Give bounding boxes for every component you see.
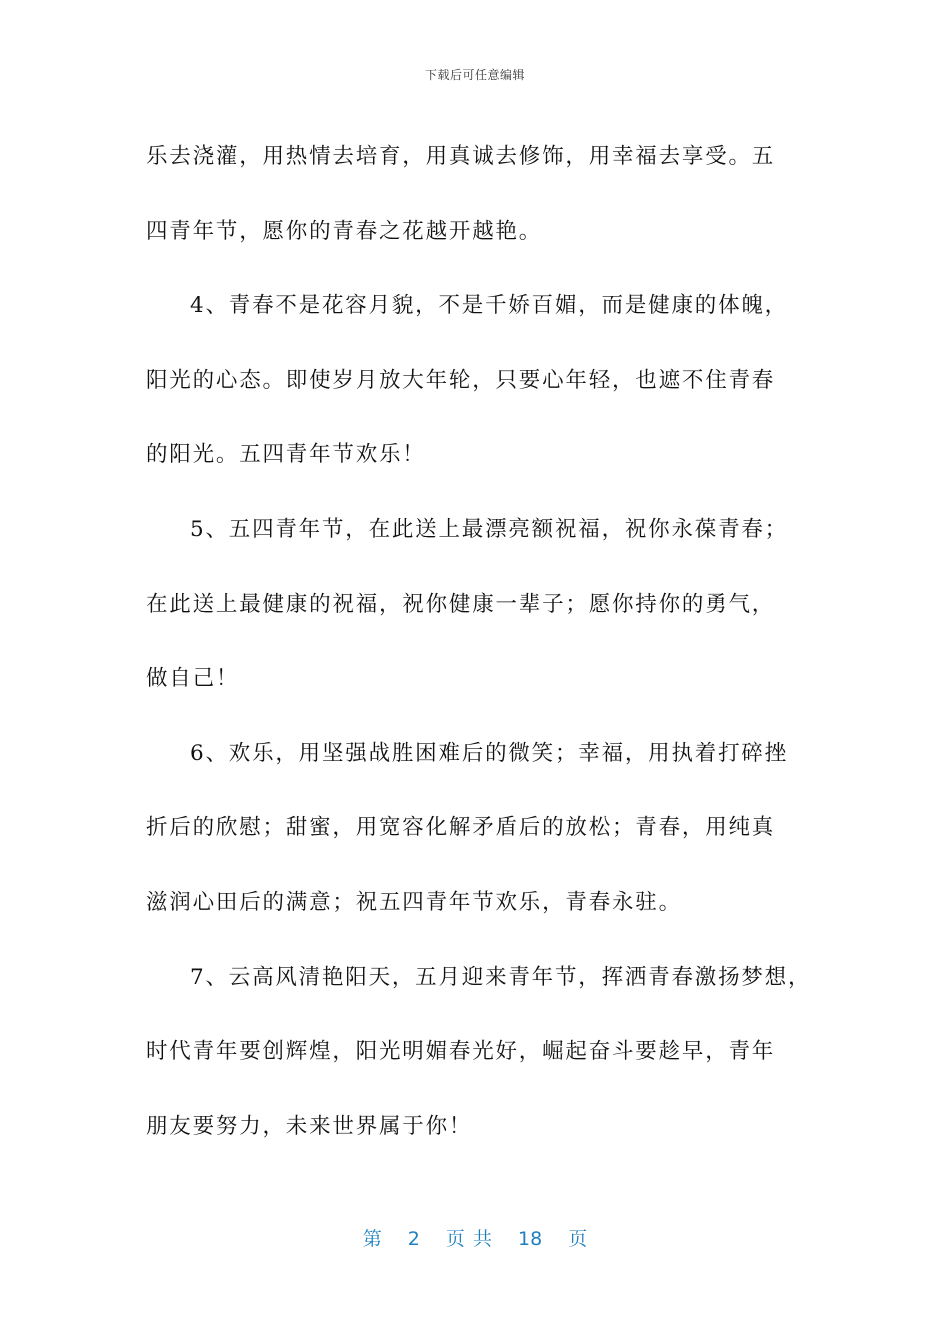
paragraph-2 [146, 269, 806, 493]
paragraph-5 [146, 941, 812, 1165]
text-line: 阳光的心态。即使岁月放大年轮，只要心年轻，也遮不住青春 [146, 367, 776, 393]
text-line: 7、云高风清艳阳天，五月迎来青年节，挥洒青春激扬梦想， [190, 964, 812, 990]
paragraph-4 [146, 717, 806, 941]
text-line: 5、五四青年节，在此送上最漂亮额祝福，祝你永葆青春； [190, 516, 788, 542]
paragraph-3 [146, 493, 806, 717]
text-line: 做自己！ [146, 666, 240, 692]
text-line: 时代青年要创辉煌，阳光明媚春光好，崛起奋斗要趁早，青年 [146, 1039, 776, 1065]
text-line: 在此送上最健康的祝福，祝你健康一辈子；愿你持你的勇气， [146, 591, 776, 617]
page-header: 下载后可任意编辑 [424, 68, 525, 82]
page-footer [0, 1224, 950, 1251]
footer-suffix: 页 [568, 1228, 588, 1250]
text-line: 4、青春不是花容月貌，不是千娇百媚，而是健康的体魄， [190, 293, 788, 319]
paragraph-1 [146, 120, 806, 269]
text-line: 6、欢乐，用坚强战胜困难后的微笑；幸福，用执着打碎挫 [190, 740, 788, 766]
text-line: 乐去浇灌，用热情去培育，用真诚去修饰，用幸福去享受。五 [146, 144, 776, 169]
footer-prefix: 第 [362, 1228, 382, 1250]
footer-middle: 页 共 [445, 1228, 492, 1250]
text-line: 朋友要努力，未来世界属于你！ [146, 1113, 473, 1139]
document-body [146, 120, 812, 1164]
current-page-number: 2 [407, 1228, 420, 1250]
text-line: 折后的欣慰；甜蜜，用宽容化解矛盾后的放松；青春，用纯真 [146, 815, 776, 841]
text-line: 的阳光。五四青年节欢乐！ [146, 442, 426, 468]
text-line: 四青年节，愿你的青春之花越开越艳。 [146, 218, 543, 244]
total-pages-number: 18 [518, 1228, 543, 1250]
text-line: 滋润心田后的满意；祝五四青年节欢乐，青春永驻。 [146, 889, 682, 915]
